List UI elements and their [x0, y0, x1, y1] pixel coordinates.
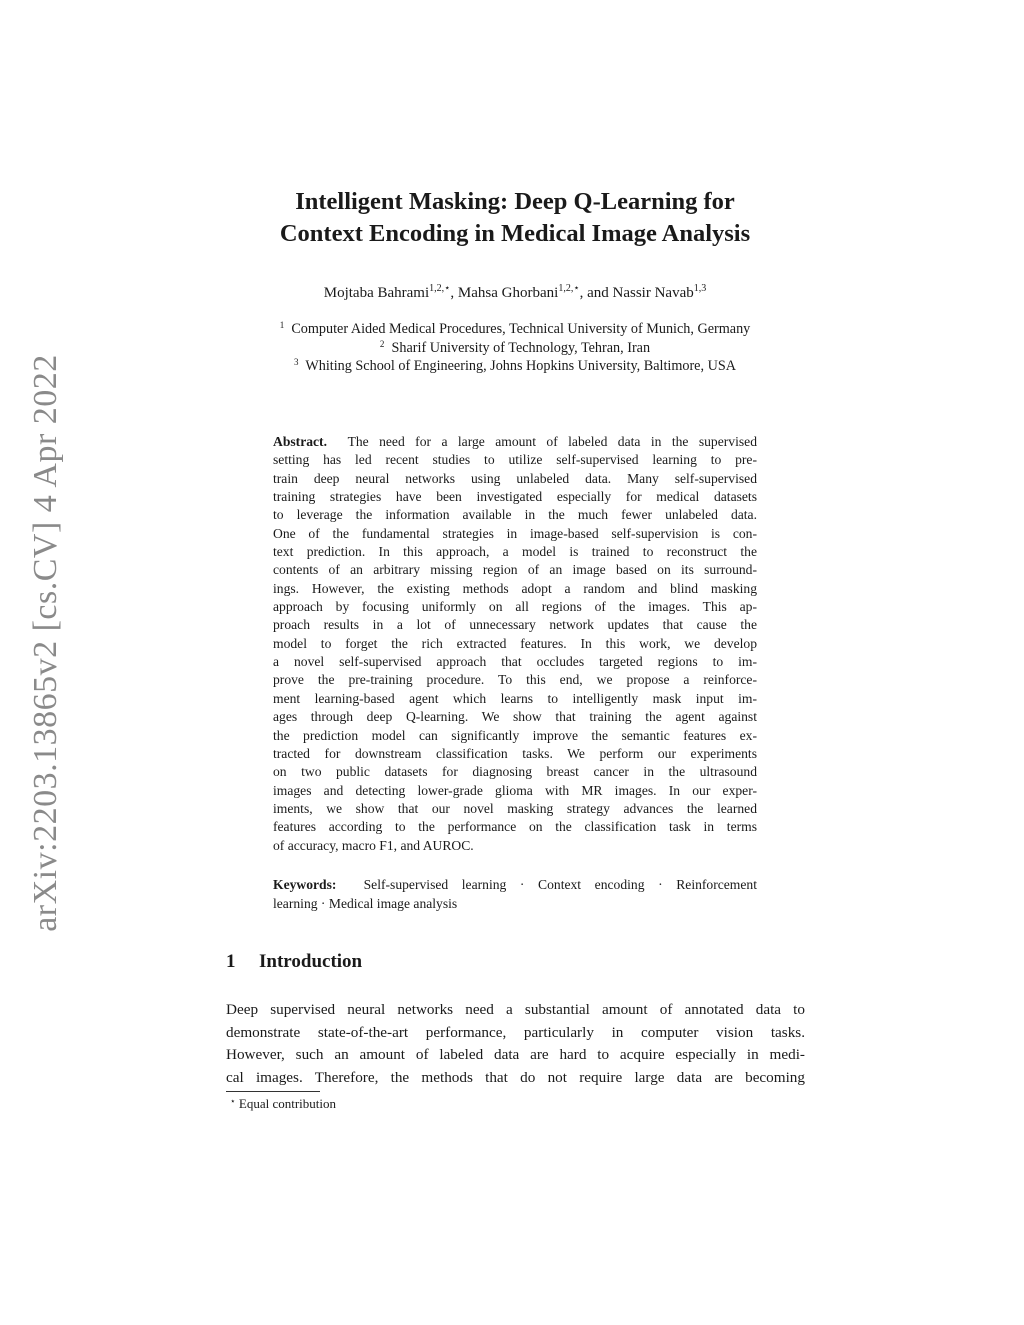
footnote-mark: ⋆: [230, 1096, 236, 1106]
affiliation-mark: 1: [279, 320, 285, 330]
abstract-line: setting has led recent studies to utilize self-supervised learning to pre-: [273, 452, 757, 468]
abstract-text: The need for a large amount of labeled data in the supervised: [347, 434, 757, 449]
abstract-line: approach by focusing uniformly on all regions of the images. This ap-: [273, 599, 757, 615]
section-number: 1: [226, 951, 236, 972]
affiliation-mark: 3: [294, 357, 299, 367]
author-separator: ,: [450, 285, 458, 301]
affiliation-text: Whiting School of Engineering, Johns Hopkins University, Baltimore, USA: [305, 358, 736, 374]
author-name: Nassir Navab: [612, 285, 694, 301]
title-line: Intelligent Masking: Deep Q-Learning for: [295, 188, 735, 215]
keywords-text: Self-supervised learning · Context encoding · Reinforcement: [363, 877, 757, 892]
author-marks: 1,2,⋆: [558, 283, 580, 294]
keywords-line: learning · Medical image analysis: [273, 896, 458, 911]
author-marks: 1,2,⋆: [429, 283, 451, 294]
abstract-line: features according to the performance on the classification task in terms: [273, 819, 757, 835]
footnote-text: Equal contribution: [238, 1096, 337, 1111]
paragraph-line: cal images. Therefore, the methods that do not require large data are becoming: [226, 1069, 805, 1087]
abstract-line: prove the pre-training procedure. To this end, we propose a reinforce-: [273, 672, 757, 688]
abstract-line: training strategies have been investigated especially for medical datasets: [273, 489, 757, 505]
abstract-line: images and detecting lower-grade glioma with MR images. In our exper-: [273, 782, 757, 798]
paper-title: [200, 186, 830, 250]
affiliation-list: [200, 320, 830, 376]
abstract-line: a novel self-supervised approach that occludes targeted regions to im-: [273, 654, 757, 670]
affiliation-text: Computer Aided Medical Procedures, Technical University of Munich, Germany: [291, 321, 751, 337]
affiliation-text: Sharif University of Technology, Tehran, Iran: [391, 339, 651, 356]
affiliation-mark: 2: [379, 338, 385, 349]
abstract-line: to leverage the information available in the much fewer unlabeled data.: [273, 507, 757, 523]
author-marks: 1,3: [693, 283, 707, 294]
footnote: [230, 1095, 336, 1113]
abstract-line: text prediction. In this approach, a model is trained to reconstruct the: [273, 544, 757, 560]
affiliation: [200, 320, 830, 339]
arxiv-identifier: [16, 355, 76, 930]
paragraph-line: Deep supervised neural networks need a substantial amount of annotated data to: [226, 1001, 805, 1018]
keywords: [273, 875, 757, 913]
author-name: Mahsa Ghorbani: [457, 285, 559, 301]
abstract-line: train deep neural networks using unlabeled data. Many self-supervised: [273, 470, 757, 486]
author-name: Mojtaba Bahrami: [323, 285, 430, 301]
abstract-line: model to forget the rich extracted features. In this work, we develop: [273, 635, 757, 651]
paragraph-line: However, such an amount of labeled data are hard to acquire especially in medi-: [226, 1046, 805, 1064]
section-heading: [226, 950, 362, 974]
paragraph-line: demonstrate state-of-the-art performance, particularly in computer vision tasks.: [226, 1023, 805, 1041]
abstract-line: ages through deep Q-learning. We show that training the agent against: [273, 709, 757, 725]
section-title: Introduction: [259, 951, 363, 972]
abstract-line: iments, we show that our novel masking strategy advances the learned: [273, 800, 757, 816]
introduction-paragraph: [226, 999, 805, 1090]
abstract-line: the prediction model can significantly improve the semantic features ex-: [273, 727, 757, 743]
arxiv-identifier-text: arXiv:2203.13865v2 [cs.CV] 4 Apr 2022: [27, 353, 64, 932]
keywords-line: [273, 875, 757, 894]
author-separator: , and: [579, 285, 613, 301]
abstract-line: tracted for downstream classification tasks. We perform our experiments: [273, 745, 757, 761]
title-line: Context Encoding in Medical Image Analysis: [279, 220, 751, 247]
footnote-divider: [226, 1091, 320, 1092]
author-list: [200, 283, 830, 303]
abstract-line: ings. However, the existing methods adopt a random and blind masking: [273, 580, 757, 596]
abstract-line: ment learning-based agent which learns to intelligently mask input im-: [273, 690, 757, 706]
abstract: [273, 433, 757, 855]
abstract-label: Abstract.: [273, 434, 327, 449]
affiliation: [200, 357, 830, 376]
abstract-line: contents of an arbitrary missing region of an image based on its surround-: [273, 562, 757, 578]
abstract-line: One of the fundamental strategies in image-based self-supervision is con-: [273, 525, 757, 541]
affiliation: [200, 339, 830, 358]
keywords-label: Keywords:: [273, 877, 337, 892]
abstract-line: on two public datasets for diagnosing breast cancer in the ultrasound: [273, 764, 757, 780]
abstract-line: of accuracy, macro F1, and AUROC.: [273, 837, 474, 853]
abstract-line: [273, 433, 757, 451]
abstract-line: proach results in a lot of unnecessary network updates that cause the: [273, 617, 757, 633]
